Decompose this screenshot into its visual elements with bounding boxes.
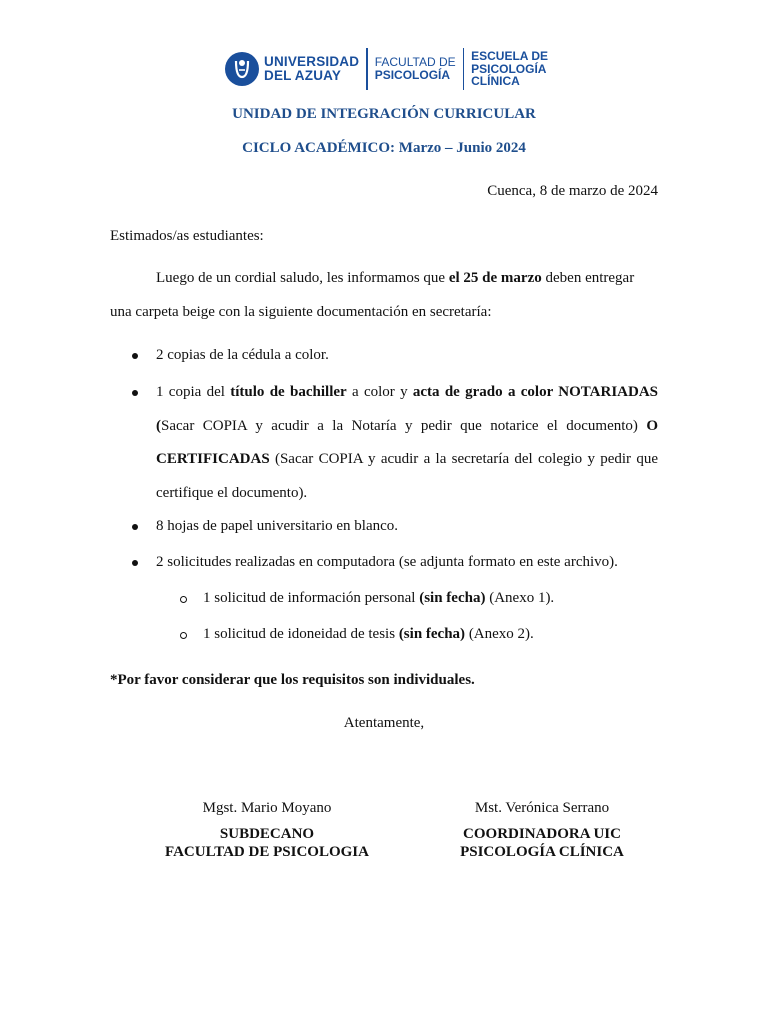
date-line: Cuenca, 8 de marzo de 2024 [487,183,658,199]
sub-bullet-marker [180,596,187,603]
bullet-marker [132,353,138,359]
list-item: 2 solicitudes realizadas en computadora (se adjunta formato en este archivo). [156,554,618,570]
intro-line-1: Luego de un cordial saludo, les informamos que el 25 de marzo deben entregar [156,270,635,286]
signature-left [157,800,377,861]
sub-list-item: 1 solicitud de idoneidad de tesis (sin fecha) (Anexo 2). [203,626,534,642]
bullet-marker [132,524,138,530]
closing: Atentamente, [343,715,425,731]
intro-line-2: una carpeta beige con la siguiente documentación en secretaría: [110,304,492,320]
sub-list-item: 1 solicitud de información personal (sin fecha) (Anexo 1). [203,590,555,606]
signature-right [432,800,652,861]
university-seal-icon [224,51,260,87]
signer-department: FACULTAD DE PSICOLOGIA [165,844,369,860]
list-item-line: CERTIFICADAS (Sacar COPIA y acudir a la secretaría del colegio y pedir que [156,451,658,467]
greeting: Estimados/as estudiantes: [110,228,264,244]
sub-bullet-marker [180,632,187,639]
list-item: 8 hojas de papel universitario en blanco. [156,518,399,534]
list-item-line: (Sacar COPIA y acudir a la Notaría y pedir que notarice el documento) O [156,418,658,434]
signer-department: PSICOLOGÍA CLÍNICA [460,844,624,860]
university-name: UNIVERSIDAD DEL AZUAY [264,54,360,83]
school-name: ESCUELA DE PSICOLOGÍA CLÍNICA [471,49,549,89]
logo-divider [463,48,465,90]
bullet-marker [132,560,138,566]
institution-logo [224,46,548,92]
logo-divider [366,48,368,90]
signer-name: Mgst. Mario Moyano [202,800,332,816]
faculty-name: FACULTAD DE PSICOLOGÍA [374,54,456,82]
list-item-line: certifique el documento). [156,485,308,501]
requirements-note: *Por favor considerar que los requisitos son individuales. [110,672,475,688]
cycle-heading: CICLO ACADÉMICO: Marzo – Junio 2024 [242,140,526,156]
list-item: 2 copias de la cédula a color. [156,347,329,363]
list-item-line: 1 copia del título de bachiller a color y acta de grado a color NOTARIADAS [156,384,658,400]
unit-heading: UNIDAD DE INTEGRACIÓN CURRICULAR [232,106,536,122]
signer-title: COORDINADORA UIC [463,826,621,842]
signer-name: Mst. Verónica Serrano [474,800,610,816]
bullet-marker [132,390,138,396]
signer-title: SUBDECANO [219,826,315,842]
